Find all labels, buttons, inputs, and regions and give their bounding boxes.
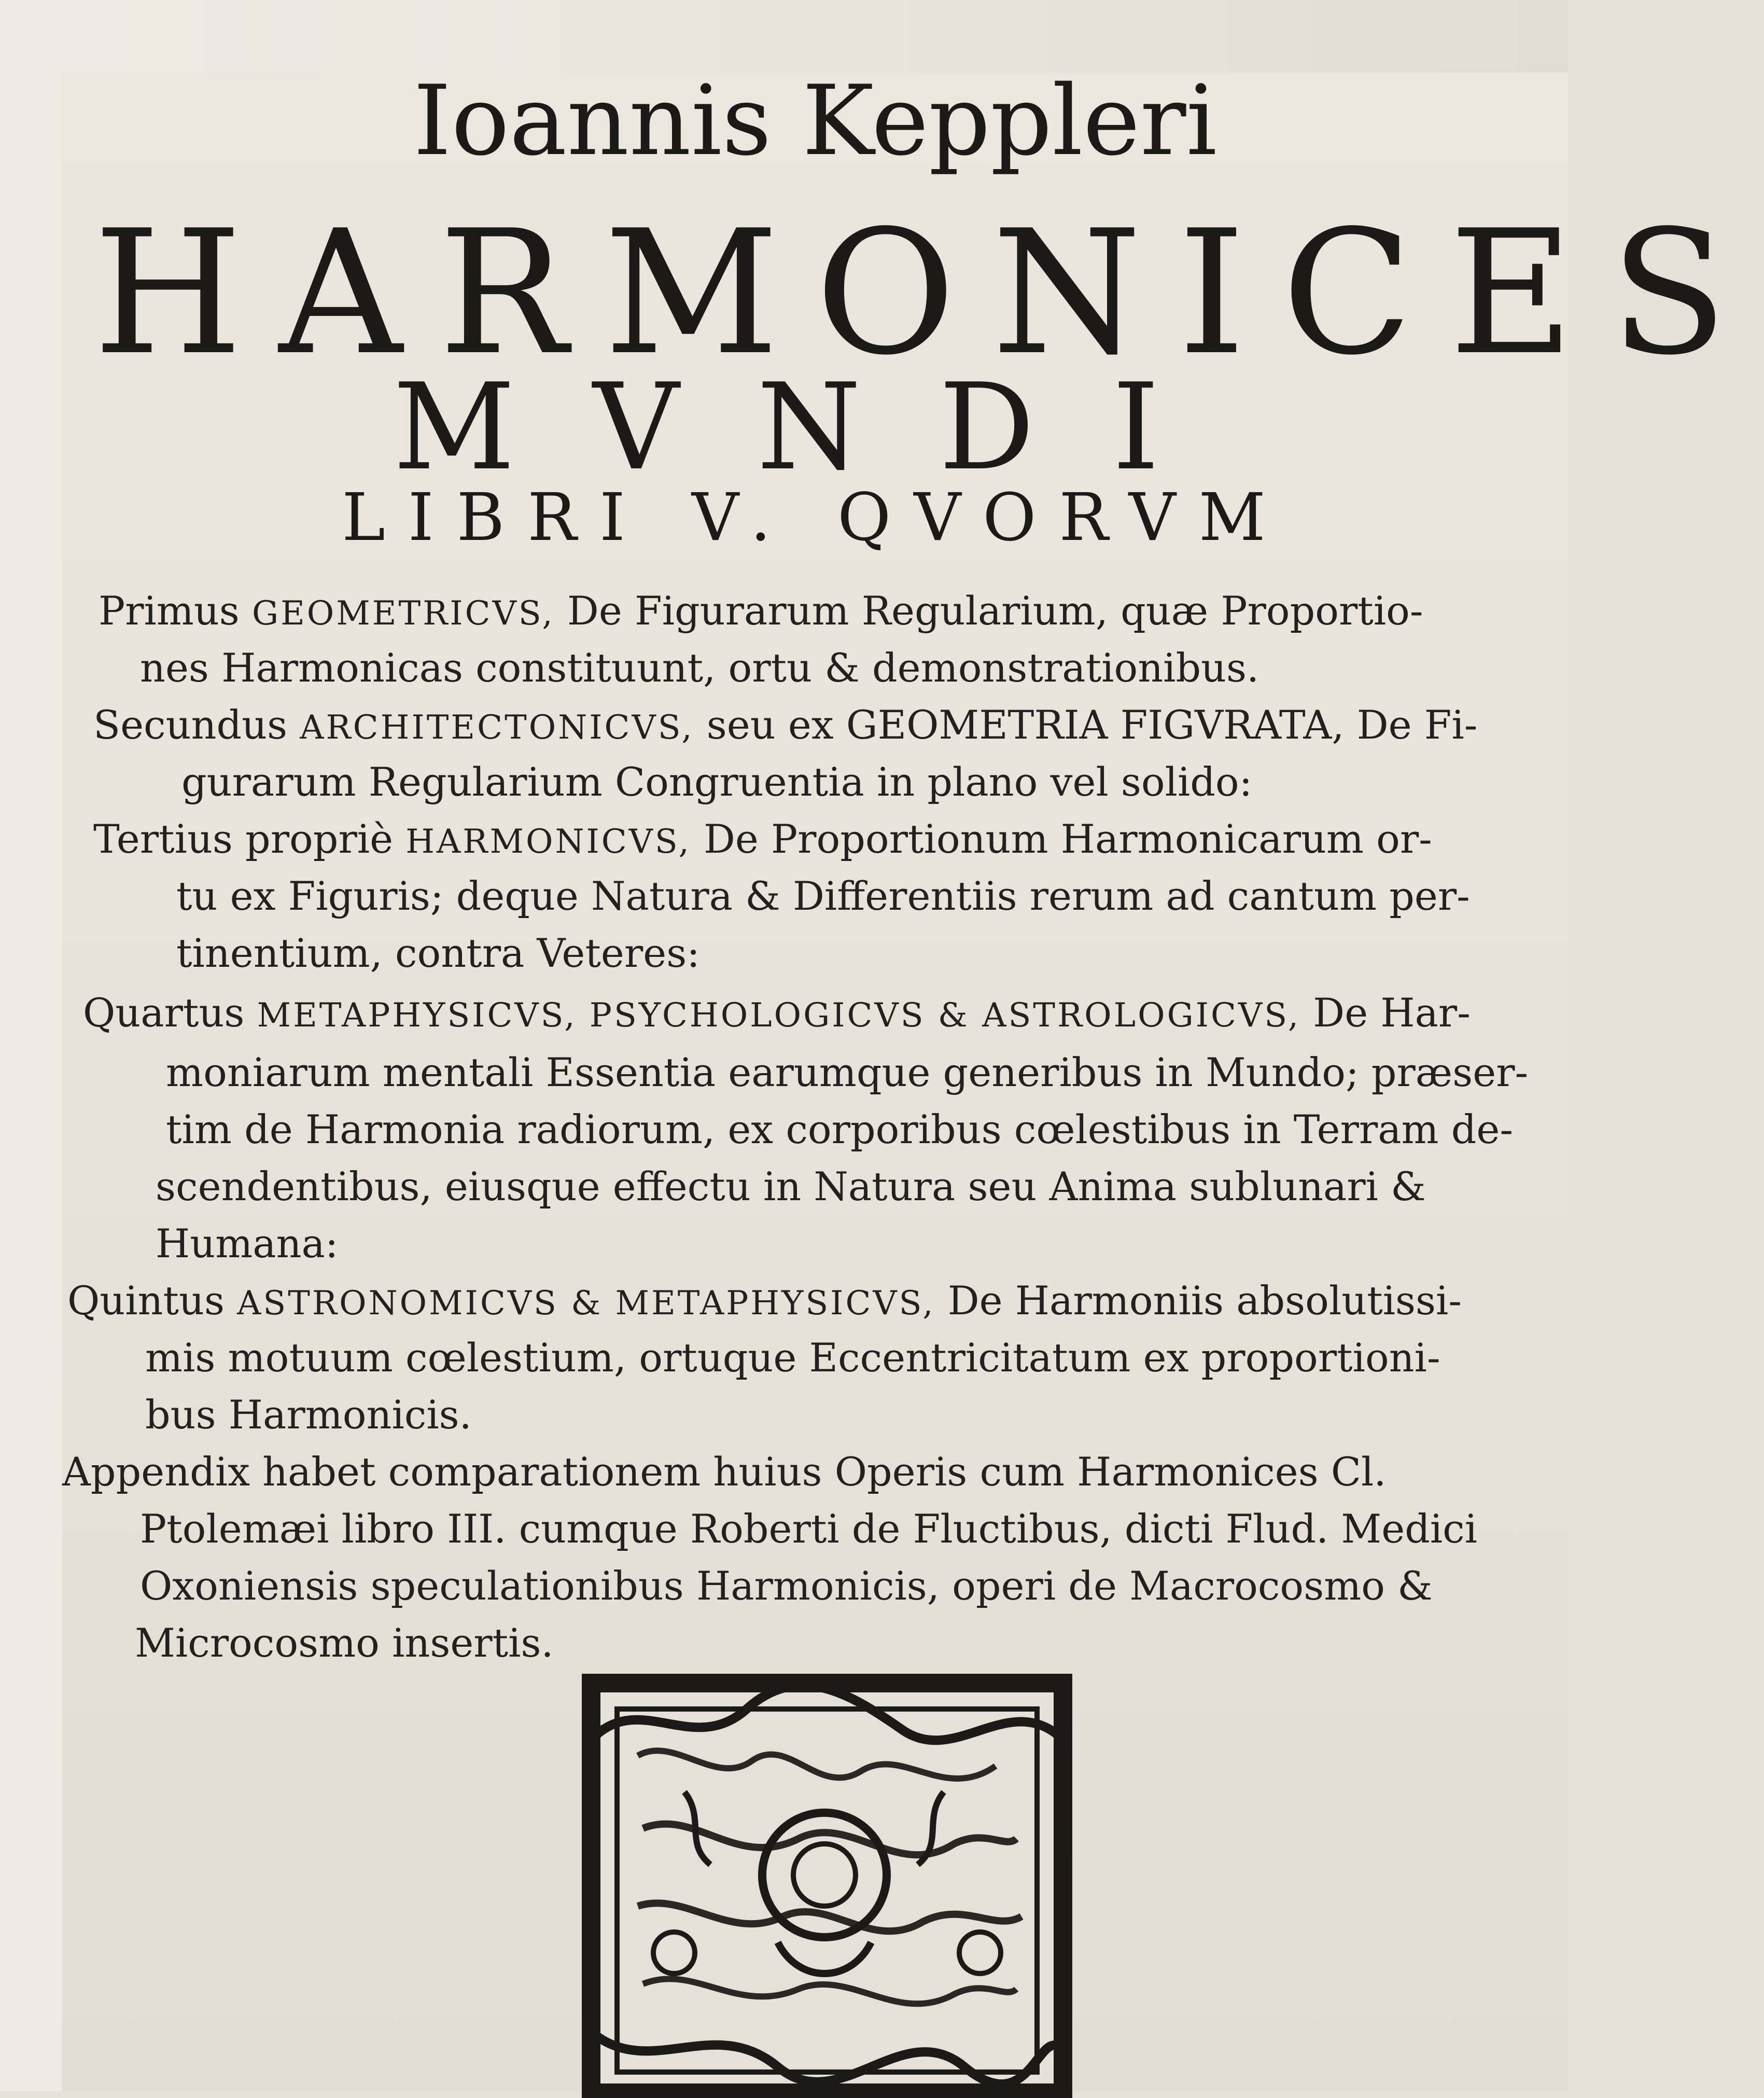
line-lead: Secundus: [93, 702, 300, 748]
body-line: scendentibus, eiusque effectu in Natura seu Anima sublunari &: [156, 1163, 1426, 1210]
body-line: mis motuum cœlestium, ortuque Eccentricitatum ex proportioni-: [145, 1335, 1440, 1381]
woodcut-ornament-icon: [581, 1673, 1073, 2098]
body-line: nes Harmonicas constituunt, ortu & demonstrationibus.: [140, 645, 1259, 691]
body-line: tim de Harmonia radiorum, ex corporibus cœlestibus in Terram de-: [166, 1106, 1514, 1152]
line-rest: De Har-: [1300, 990, 1471, 1036]
body-line: Ptolemæi libro III. cumque Roberti de Fluctibus, dicti Flud. Medici: [140, 1506, 1478, 1552]
body-line: [67, 1277, 1462, 1324]
books-heading: LIBRI V. QVORVM: [342, 479, 1289, 555]
line-lead: Primus: [99, 588, 252, 634]
body-line: moniarum mentali Essentia earumque generibus in Mundo; præser-: [166, 1049, 1529, 1095]
body-line: bus Harmonicis.: [145, 1392, 472, 1438]
line-rest: De Proportionum Harmonicarum or-: [691, 816, 1432, 862]
body-line: [93, 816, 1432, 862]
body-line: tinentium, contra Veteres:: [176, 930, 700, 976]
body-line: [83, 990, 1471, 1036]
body-line: Humana:: [156, 1220, 339, 1267]
body-line: Microcosmo insertis.: [135, 1620, 554, 1666]
line-caps: ASTRONOMICVS & METAPHYSICVS,: [237, 1284, 935, 1323]
line-caps: ARCHITECTONICVS,: [300, 708, 694, 747]
body-line: Oxoniensis speculationibus Harmonicis, operi de Macrocosmo &: [140, 1563, 1433, 1609]
line-caps: GEOMETRICVS,: [251, 594, 555, 633]
line-lead: Tertius propriè: [93, 816, 406, 862]
line-caps: METAPHYSICVS, PSYCHOLOGICVS & ASTROLOGICVS,: [257, 996, 1301, 1035]
body-line: [99, 588, 1423, 634]
body-line: Appendix habet comparationem huius Operis cum Harmonices Cl.: [62, 1449, 1387, 1495]
line-caps: HARMONICVS,: [405, 823, 691, 861]
line-lead: Quintus: [67, 1277, 237, 1324]
book-subtitle: MVNDI: [393, 358, 1238, 497]
line-rest: De Figurarum Regularium, quæ Proportio-: [554, 588, 1423, 634]
author-name: Ioannis Keppleri: [413, 64, 1217, 177]
body-line: gurarum Regularium Congruentia in plano vel solido:: [181, 759, 1253, 805]
title-page: [62, 64, 1764, 2091]
line-rest: seu ex GEOMETRIA FIGVRATA, De Fi-: [694, 702, 1478, 748]
body-line: [93, 702, 1478, 748]
body-line: tu ex Figuris; deque Natura & Differentiis rerum ad cantum per-: [176, 873, 1470, 919]
line-lead: Quartus: [83, 990, 257, 1036]
book-title: HARMONICES: [93, 193, 1764, 393]
line-rest: De Harmoniis absolutissi-: [935, 1277, 1462, 1324]
